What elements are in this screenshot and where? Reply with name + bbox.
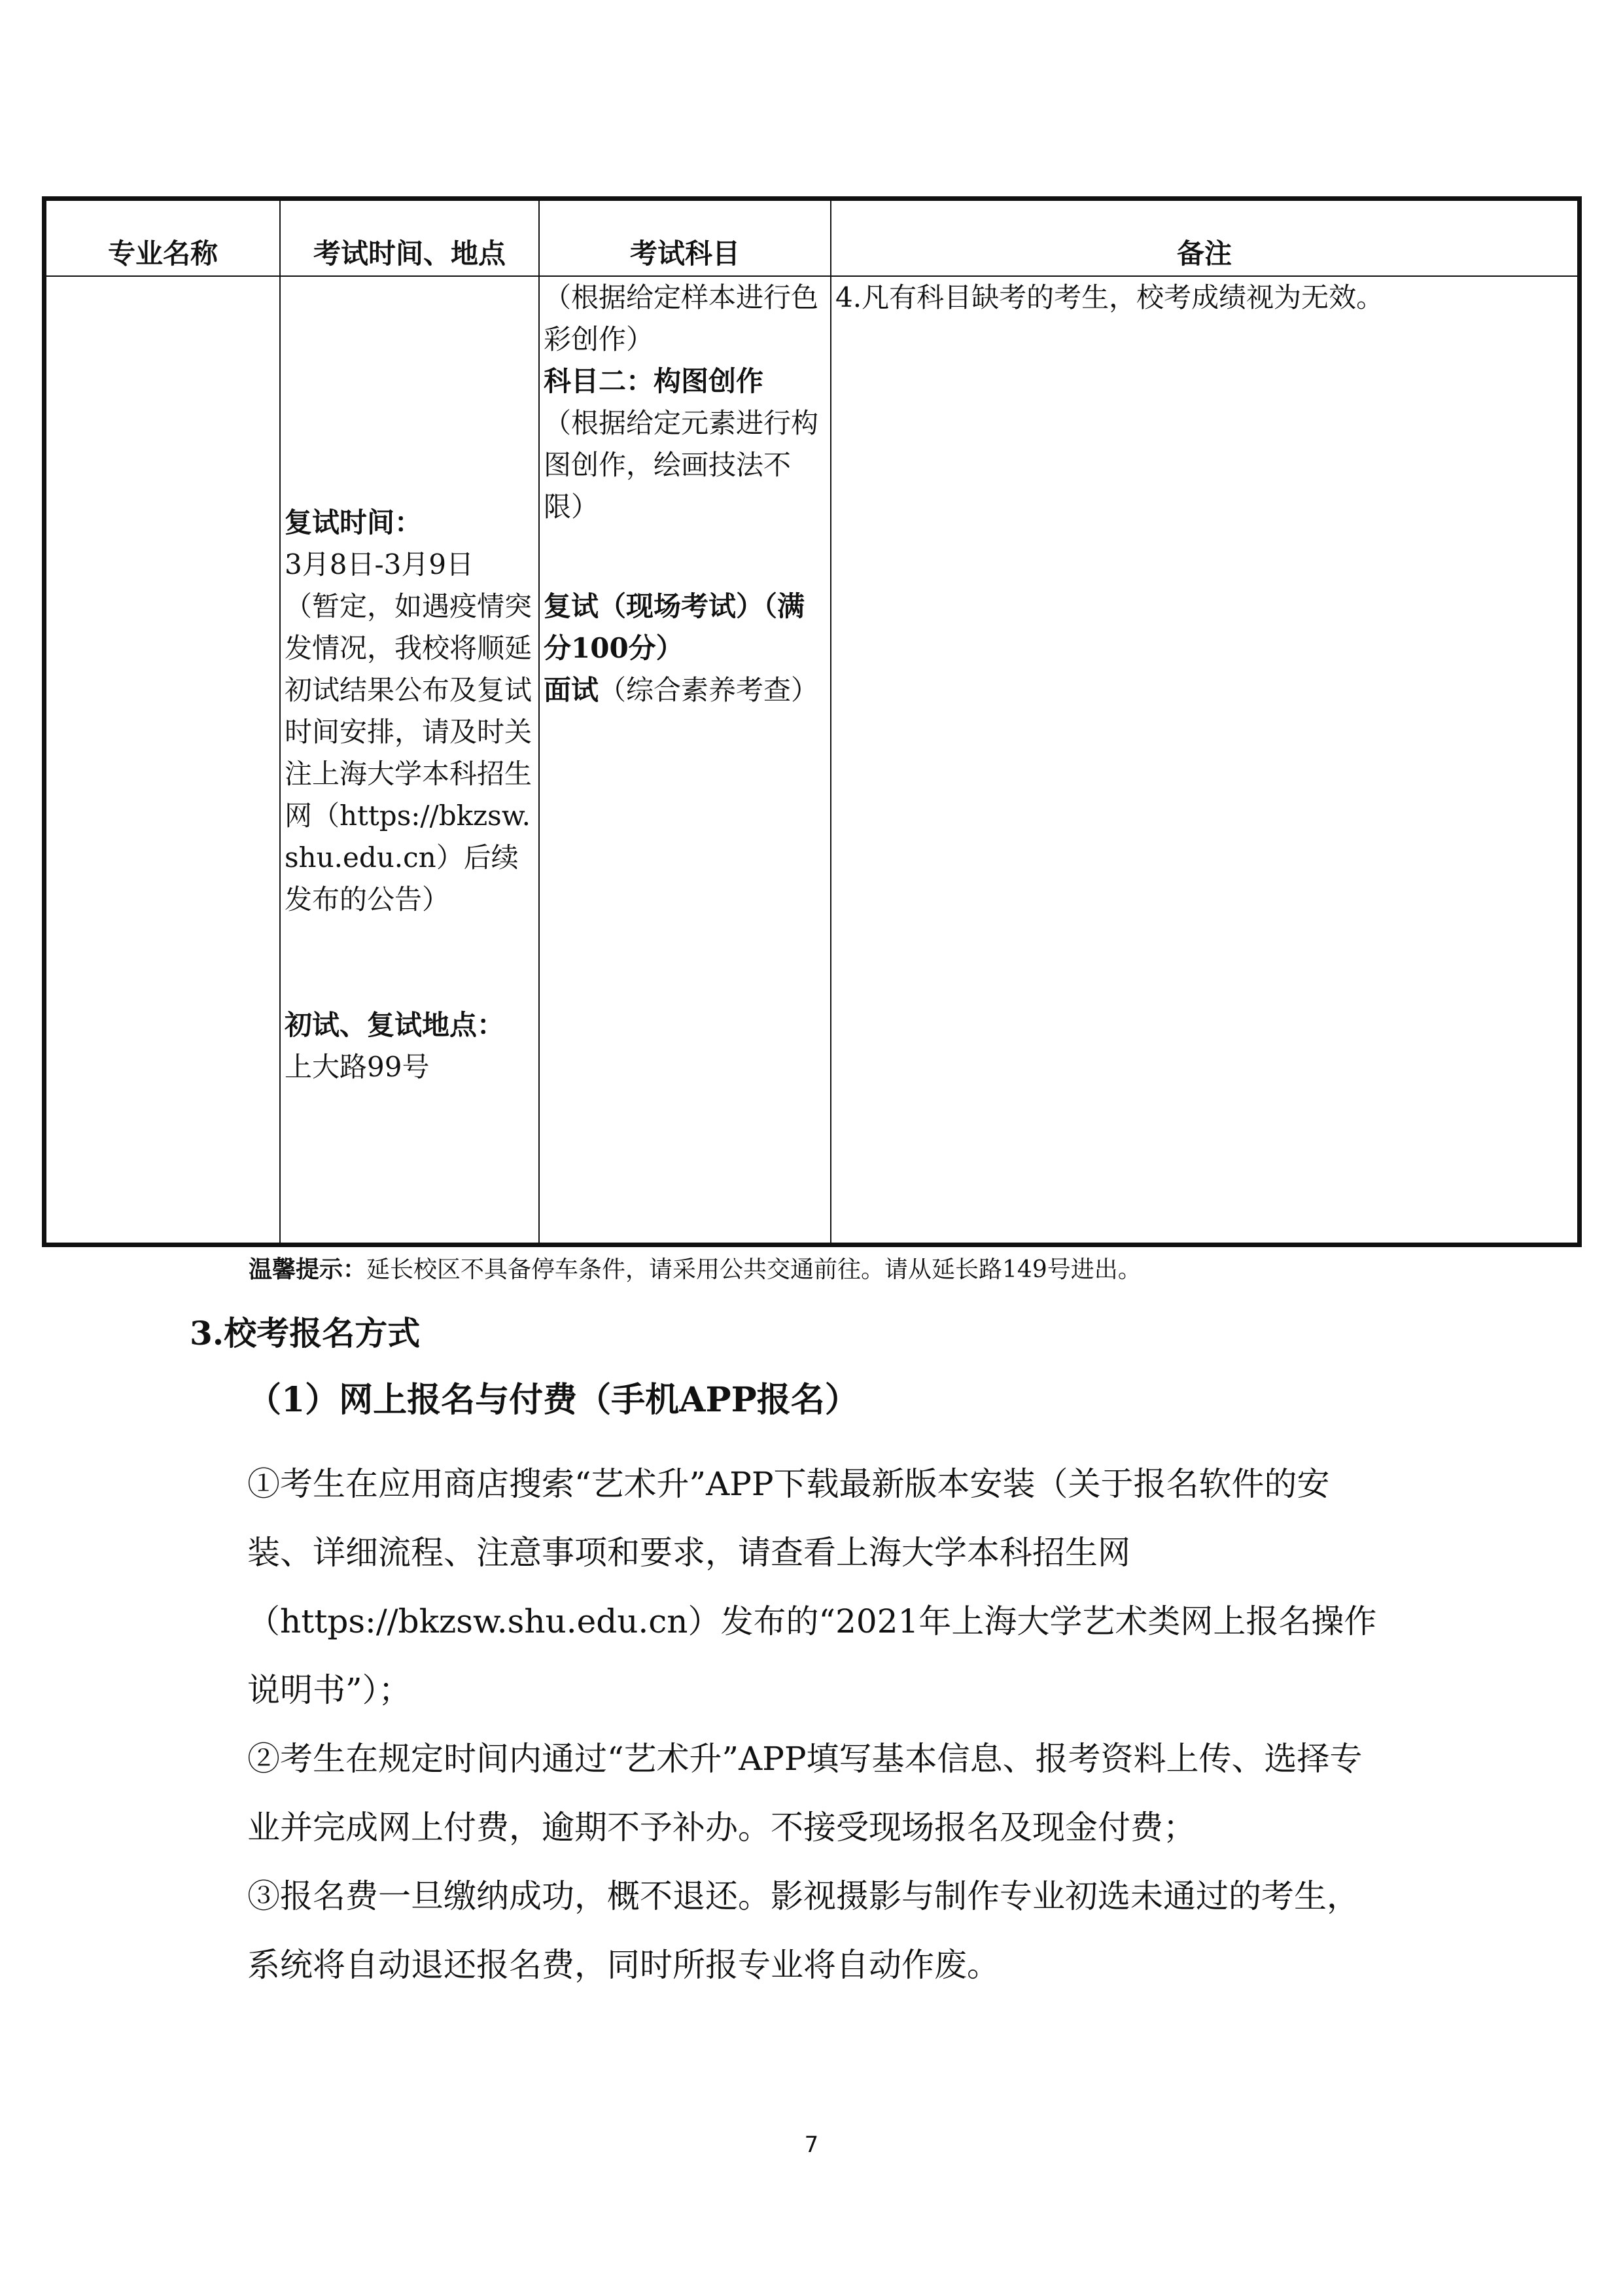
location-label: 初试、复试地点： <box>285 1009 505 1041</box>
header-major-name: 专业名称 <box>44 199 281 277</box>
retest-notice: （暂定，如遇疫情突发情况，我校将顺延初试结果公布及复试时间安排，请及时关注上海大学本科招生网（https://bkzsw.shu.edu.cn）后续发布的公告） <box>285 590 532 915</box>
subject1-description: （根据给定样本进行色彩创作） <box>544 281 819 355</box>
section-heading: 3.校考报名方式 <box>190 1314 421 1352</box>
interview-line <box>544 669 826 711</box>
instruction-paragraph-3: ③报名费一旦缴纳成功，概不退还。影视摄影与制作专业初选未通过的考生，系统将自动退还报名费，同时所报专业将自动作废。 <box>247 1877 1359 1984</box>
cell-exam-time-location <box>280 276 539 1245</box>
location-value: 上大路99号 <box>285 1051 430 1083</box>
parking-tip <box>249 1251 1142 1288</box>
cell-major-name <box>44 276 281 1245</box>
interview-description: （综合素养考查） <box>599 674 819 706</box>
header-exam-subjects: 考试科目 <box>539 199 831 277</box>
cell-remarks <box>831 276 1580 1245</box>
header-remarks: 备注 <box>831 199 1580 277</box>
header-exam-time-location: 考试时间、地点 <box>280 199 539 277</box>
registration-instructions <box>247 1450 1379 2000</box>
subject2-label: 科目二：构图创作 <box>544 365 764 397</box>
subject2-description: （根据给定元素进行构图创作，绘画技法不限） <box>544 407 819 523</box>
interview-label: 面试 <box>544 674 599 706</box>
tip-text: 延长校区不具备停车条件，请采用公共交通前往。请从延长路149号进出。 <box>366 1256 1142 1283</box>
cell-exam-subjects <box>539 276 831 1245</box>
table-row <box>44 276 1580 1245</box>
page-number: 7 <box>804 2132 819 2158</box>
table-header-row <box>44 199 1580 277</box>
tip-label: 温馨提示： <box>249 1256 367 1283</box>
retest-time-label: 复试时间： <box>285 506 423 539</box>
exam-schedule-table <box>42 196 1582 1247</box>
instruction-paragraph-1: ①考生在应用商店搜索“艺术升”APP下载最新版本安装（关于报名软件的安装、详细流程、注意事项和要求，请查看上海大学本科招生网（https://bkzsw.shu.edu.cn）发布的“2021年上海大学艺术类网上报名操作说明书”）； <box>247 1465 1377 1709</box>
sub-heading: （1）网上报名与付费（手机APP报名） <box>247 1380 859 1420</box>
remark-note: 4.凡有科目缺考的考生，校考成绩视为无效。 <box>835 281 1384 313</box>
retest-label: 复试（现场考试）（满分100分） <box>544 590 805 664</box>
instruction-paragraph-2: ②考生在规定时间内通过“艺术升”APP填写基本信息、报考资料上传、选择专业并完成网上付费，逾期不予补办。不接受现场报名及现金付费； <box>247 1740 1363 1846</box>
retest-date: 3月8日-3月9日 <box>285 548 474 580</box>
